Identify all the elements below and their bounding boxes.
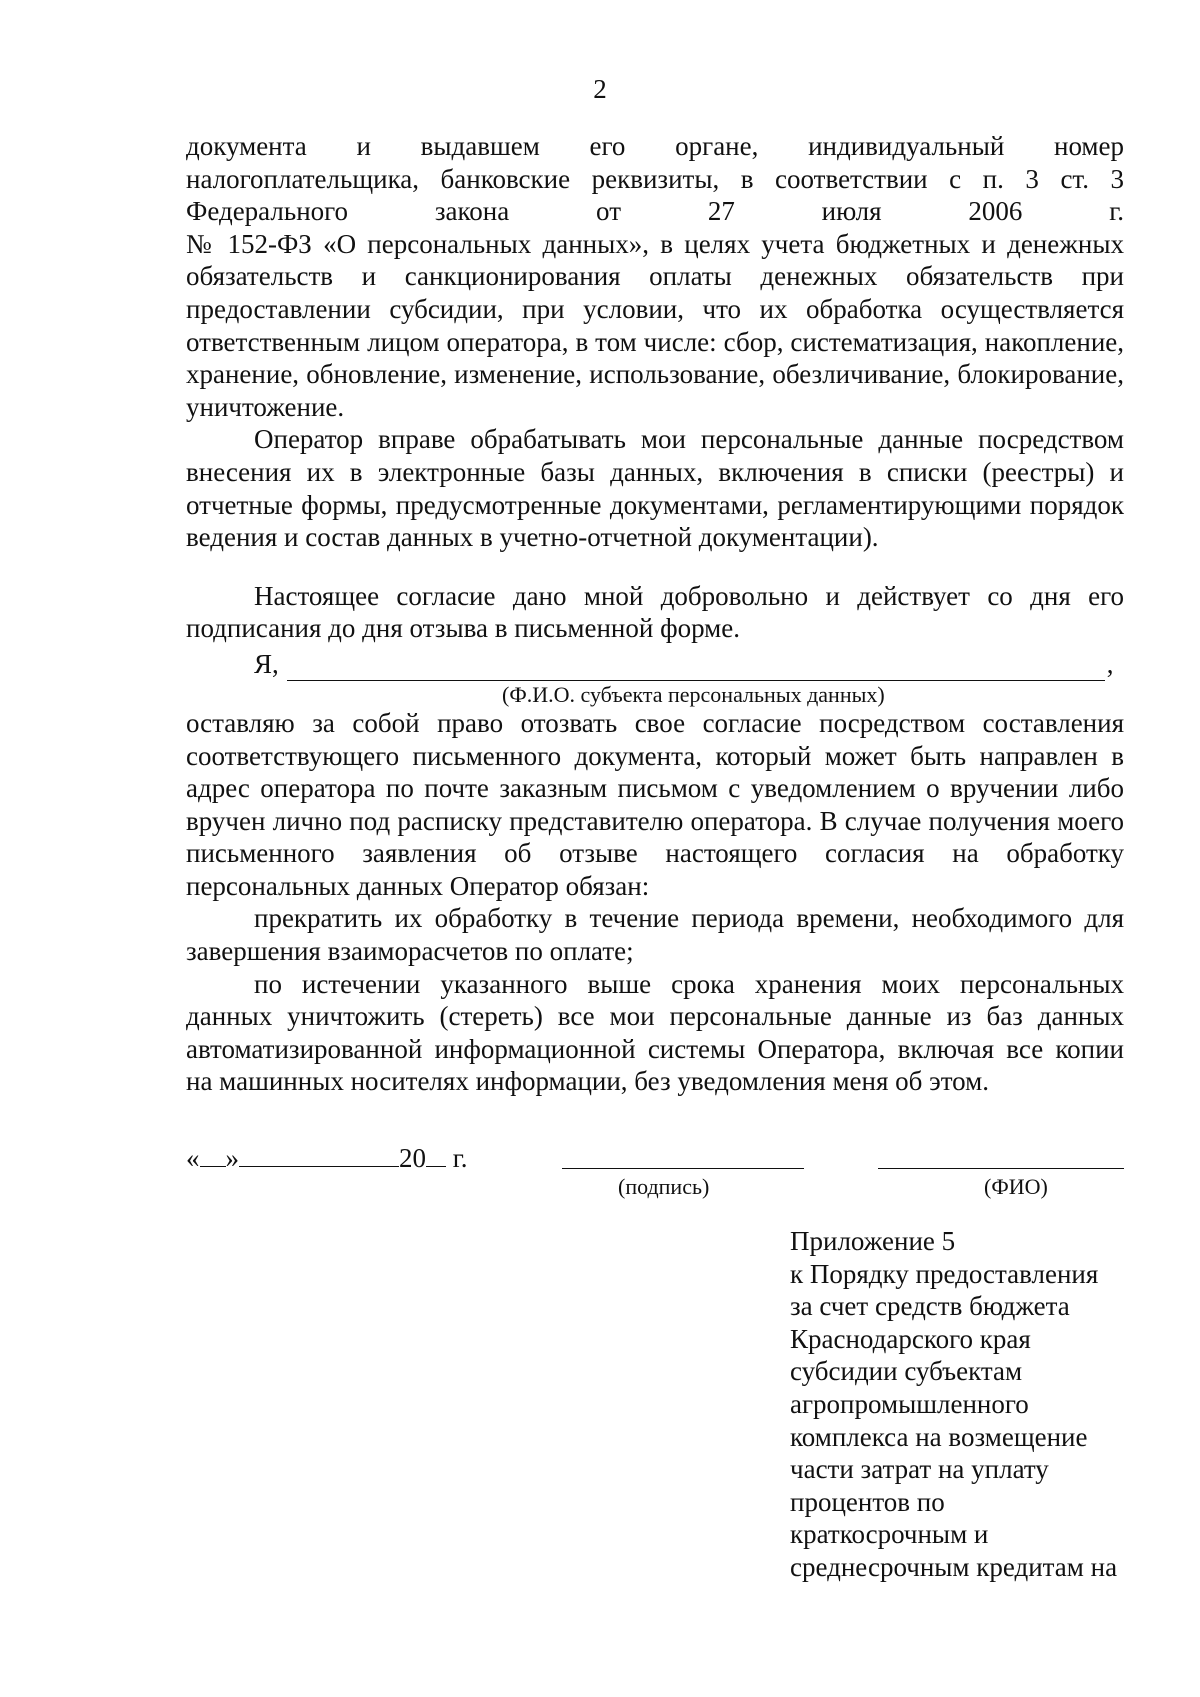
paragraph-line: налогоплательщика, банковские реквизиты, в соответствии с п. 3 ст. 3	[186, 163, 1124, 194]
appendix-line: агропромышленного	[790, 1388, 1029, 1419]
paragraph-stop-processing: прекратить их обработку в течение периода времени, необходимого для завершения взаиморасчетов по оплате;	[186, 903, 1124, 967]
appendix-line: части затрат на уплату	[790, 1454, 1049, 1485]
appendix-line: за счет средств бюджета	[790, 1291, 1070, 1322]
appendix-line: Приложение 5	[790, 1226, 956, 1256]
appendix-line: среднесрочным кредитам на	[790, 1551, 1118, 1582]
year-prefix: 20	[399, 1143, 426, 1173]
paragraph-consent-term: Настоящее согласие дано мной добровольно и действует со дня его подписания до дня отзыва в письменной форме.	[186, 580, 1124, 644]
fio-signature-caption: (ФИО)	[984, 1174, 1048, 1199]
fio-caption: (Ф.И.О. субъекта персональных данных)	[502, 681, 885, 707]
date-quote-open: «	[186, 1143, 200, 1173]
fio-comma: ,	[1106, 649, 1114, 680]
paragraph-personal-data: № 152-ФЗ «О персональных данных», в целях учета бюджетных и денежных обязательств и санкционирования оплаты денежных обязательств при предоставлении субсидии, при условии, что их обработка осуществляется ответственным лицом оператора, в том числе: сбор, систематизация, накопление, хранение, обновление, изменение, использование, обезличивание, блокирование, уничтожение.	[186, 228, 1124, 422]
signature-blank[interactable]	[562, 1168, 804, 1169]
paragraph-operator-rights: Оператор вправе обрабатывать мои персональные данные посредством внесения их в электронные базы данных, включения в списки (реестры) и отчетные формы, предусмотренные документами, регламентирующими порядок ведения и состав данных в учетно-отчетной документации).	[186, 424, 1124, 553]
year-suffix: г.	[446, 1143, 468, 1173]
appendix-line: комплекса на возмещение	[790, 1421, 1088, 1452]
date-quote-close: »	[225, 1143, 239, 1173]
appendix-line: к Порядку предоставления	[790, 1258, 1099, 1289]
appendix-line: Краснодарского края	[790, 1323, 1031, 1354]
month-blank[interactable]	[239, 1142, 399, 1167]
appendix-header	[790, 1225, 1130, 1584]
paragraph-line: документа и выдавшем его органе, индивидуальный номер	[186, 131, 1124, 161]
appendix-line: процентов по	[790, 1486, 945, 1517]
ya-label: Я,	[254, 649, 279, 680]
signature-caption: (подпись)	[618, 1174, 710, 1199]
fio-input-row	[186, 647, 1124, 681]
paragraph-withdrawal: оставляю за собой право отозвать свое согласие посредством составления соответствующего письменного документа, который может быть направлен в адрес оператора по почте заказным письмом с уведомлением о вручении либо вручен лично под расписку представителю оператора. В случае получения моего письменного заявления об отзыве настоящего согласия на обработку персональных данных Оператор обязан:	[186, 707, 1124, 901]
appendix-line: субсидии субъектам	[790, 1356, 1023, 1387]
page-number: 2	[593, 74, 607, 104]
paragraph-destroy-data: по истечении указанного выше срока хранения моих персональных данных уничтожить (стереть) все мои персональные данные из баз данных автоматизированной информационной системы Оператора, включая все копии на машинных носителях информации, без уведомления меня об этом.	[186, 968, 1124, 1097]
signature-block	[186, 1142, 1124, 1212]
appendix-line: краткосрочным и	[790, 1519, 989, 1550]
paragraph-line: Федерального закона от 27 июля 2006 г.	[186, 196, 1124, 227]
day-blank[interactable]	[200, 1142, 226, 1167]
date-field	[186, 1142, 468, 1174]
consent-body	[186, 130, 1124, 1098]
fio-signature-blank[interactable]	[878, 1168, 1124, 1169]
year-blank[interactable]	[426, 1142, 446, 1167]
fio-blank-line[interactable]	[287, 654, 1105, 681]
